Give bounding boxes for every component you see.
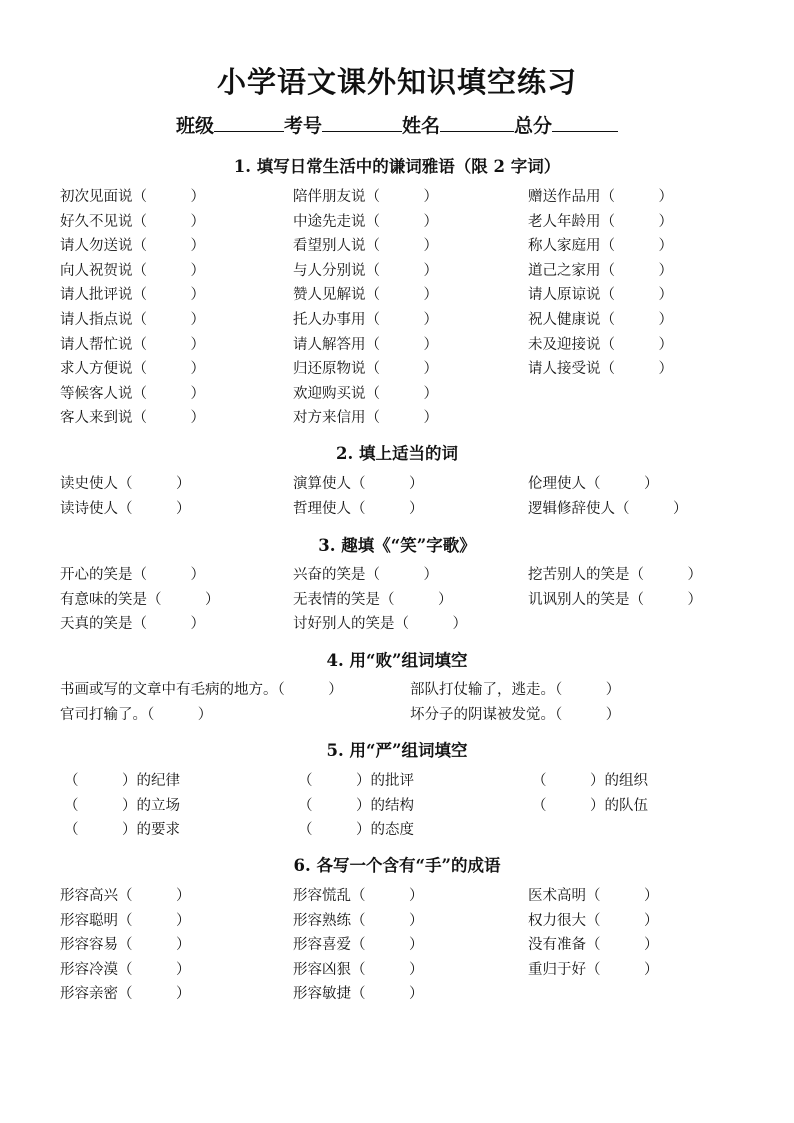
fill-blank-item[interactable]: 道己之家用（ ） xyxy=(528,262,673,279)
fill-blank-item[interactable]: （ ）的纪律 xyxy=(64,773,180,789)
fill-blank-item[interactable]: 讥讽别人的笑是（ ） xyxy=(528,591,702,608)
question-row xyxy=(0,770,794,792)
fill-blank-item[interactable]: 形容慌乱（ ） xyxy=(293,888,424,904)
question-row xyxy=(0,309,794,331)
question-row xyxy=(0,589,794,611)
question-row xyxy=(0,613,794,635)
number-label: 考号 xyxy=(283,115,322,137)
question-row xyxy=(0,885,794,907)
fill-blank-item[interactable]: 读史使人（ ） xyxy=(60,476,191,492)
fill-blank-item[interactable]: 伦理使人（ ） xyxy=(528,476,659,492)
question-row xyxy=(0,959,794,981)
fill-blank-item[interactable]: 好久不见说（ ） xyxy=(60,213,205,230)
name-label: 姓名 xyxy=(402,115,441,137)
fill-blank-item[interactable]: 有意味的笑是（ ） xyxy=(60,591,220,608)
fill-blank-item[interactable]: 称人家庭用（ ） xyxy=(528,238,673,255)
fill-blank-item[interactable]: 客人来到说（ ） xyxy=(60,410,205,427)
fill-blank-item[interactable]: 形容敏捷（ ） xyxy=(293,986,424,1003)
fill-blank-item[interactable]: 形容冷漠（ ） xyxy=(60,961,191,978)
score-label: 总分 xyxy=(514,115,553,137)
fill-blank-item[interactable]: 祝人健康说（ ） xyxy=(528,312,673,328)
fill-blank-item[interactable]: 演算使人（ ） xyxy=(293,476,424,492)
score-blank[interactable] xyxy=(552,115,618,132)
fill-blank-item[interactable]: （ ）的要求 xyxy=(64,822,180,839)
fill-blank-item[interactable]: 坏分子的阴谋被发觉。（ ） xyxy=(410,706,621,723)
fill-blank-item[interactable]: 请人接受说（ ） xyxy=(528,361,673,378)
question-row xyxy=(0,498,794,520)
question-row xyxy=(0,235,794,257)
fill-blank-item[interactable]: （ ）的组织 xyxy=(532,773,648,789)
fill-blank-item[interactable]: 形容熟练（ ） xyxy=(293,912,424,929)
fill-blank-item[interactable]: 初次见面说（ ） xyxy=(60,189,205,205)
fill-blank-item[interactable]: 官司打输了。（ ） xyxy=(60,706,213,723)
section-heading-5: 5. 用“严”组词填空 xyxy=(326,741,468,760)
fill-blank-item[interactable]: 赠送作品用（ ） xyxy=(528,189,673,205)
fill-blank-item[interactable]: 对方来信用（ ） xyxy=(293,410,438,427)
question-row xyxy=(0,704,794,726)
fill-blank-item[interactable]: 读诗使人（ ） xyxy=(60,500,191,517)
question-row xyxy=(0,211,794,233)
fill-blank-item[interactable]: 无表情的笑是（ ） xyxy=(293,591,453,608)
fill-blank-item[interactable]: 书画或写的文章中有毛病的地方。（ ） xyxy=(60,682,343,698)
question-row xyxy=(0,910,794,932)
fill-blank-item[interactable]: 中途先走说（ ） xyxy=(293,213,438,230)
fill-blank-item[interactable]: 形容高兴（ ） xyxy=(60,888,191,904)
question-row xyxy=(0,679,794,701)
question-row xyxy=(0,186,794,208)
question-row xyxy=(0,260,794,282)
fill-blank-item[interactable]: 赞人见解说（ ） xyxy=(293,287,438,304)
section-heading-2: 2. 填上适当的词 xyxy=(336,444,458,463)
fill-blank-item[interactable]: 形容凶狠（ ） xyxy=(293,961,424,978)
fill-blank-item[interactable]: 形容喜爱（ ） xyxy=(293,937,424,954)
section-heading-1: 1. 填写日常生活中的谦词雅语（限 2 字词） xyxy=(233,157,561,176)
question-row xyxy=(0,284,794,306)
fill-blank-item[interactable]: （ ）的队伍 xyxy=(532,797,648,814)
fill-blank-item[interactable]: 请人批评说（ ） xyxy=(60,287,205,304)
question-row xyxy=(0,473,794,495)
fill-blank-item[interactable]: 求人方便说（ ） xyxy=(60,361,205,378)
fill-blank-item[interactable]: 老人年龄用（ ） xyxy=(528,213,673,230)
question-row xyxy=(0,383,794,405)
fill-blank-item[interactable]: 挖苦别人的笑是（ ） xyxy=(528,567,702,583)
fill-blank-item[interactable]: 请人解答用（ ） xyxy=(293,336,438,353)
fill-blank-item[interactable]: 天真的笑是（ ） xyxy=(60,616,205,633)
name-blank[interactable] xyxy=(440,115,514,132)
fill-blank-item[interactable]: 形容亲密（ ） xyxy=(60,986,191,1003)
fill-blank-item[interactable]: 欢迎购买说（ ） xyxy=(293,385,438,402)
fill-blank-item[interactable]: 讨好别人的笑是（ ） xyxy=(293,616,467,633)
fill-blank-item[interactable]: （ ）的结构 xyxy=(298,797,414,814)
fill-blank-item[interactable]: 兴奋的笑是（ ） xyxy=(293,567,438,583)
number-blank[interactable] xyxy=(322,115,402,132)
fill-blank-item[interactable]: 请人指点说（ ） xyxy=(60,312,205,328)
question-row xyxy=(0,564,794,586)
student-info-line xyxy=(0,111,794,138)
fill-blank-item[interactable]: 请人勿送说（ ） xyxy=(60,238,205,255)
fill-blank-item[interactable]: 没有准备（ ） xyxy=(528,937,659,954)
fill-blank-item[interactable]: 形容聪明（ ） xyxy=(60,912,191,929)
fill-blank-item[interactable]: 重归于好（ ） xyxy=(528,961,659,978)
fill-blank-item[interactable]: 归还原物说（ ） xyxy=(293,361,438,378)
class-label: 班级 xyxy=(175,115,214,137)
section-heading-4: 4. 用“败”组词填空 xyxy=(326,651,468,670)
page-title: 小学语文课外知识填空练习 xyxy=(216,65,577,99)
fill-blank-item[interactable]: 请人帮忙说（ ） xyxy=(60,336,205,353)
fill-blank-item[interactable]: 未及迎接说（ ） xyxy=(528,336,673,353)
question-row xyxy=(0,934,794,956)
question-row xyxy=(0,983,794,1005)
question-row xyxy=(0,795,794,817)
fill-blank-item[interactable]: 与人分别说（ ） xyxy=(293,262,438,279)
fill-blank-item[interactable]: 哲理使人（ ） xyxy=(293,500,424,517)
fill-blank-item[interactable]: 等候客人说（ ） xyxy=(60,385,205,402)
section-heading-6: 6. 各写一个含有“手”的成语 xyxy=(293,856,501,875)
fill-blank-item[interactable]: 看望别人说（ ） xyxy=(293,238,438,255)
fill-blank-item[interactable]: 开心的笑是（ ） xyxy=(60,567,205,583)
fill-blank-item[interactable]: 逻辑修辞使人（ ） xyxy=(528,500,688,517)
fill-blank-item[interactable]: 部队打仗输了，逃走。（ ） xyxy=(410,682,621,698)
fill-blank-item[interactable]: （ ）的立场 xyxy=(64,797,180,814)
fill-blank-item[interactable]: 医术高明（ ） xyxy=(528,888,659,904)
fill-blank-item[interactable]: 陪伴朋友说（ ） xyxy=(293,189,438,205)
fill-blank-item[interactable]: 形容容易（ ） xyxy=(60,937,191,954)
question-row xyxy=(0,358,794,380)
section-heading-3: 3. 趣填《“笑”字歌》 xyxy=(318,536,476,555)
class-blank[interactable] xyxy=(214,115,284,132)
fill-blank-item[interactable]: 托人办事用（ ） xyxy=(293,312,438,328)
fill-blank-item[interactable]: （ ）的态度 xyxy=(298,822,414,839)
fill-blank-item[interactable]: 向人祝贺说（ ） xyxy=(60,262,205,279)
fill-blank-item[interactable]: （ ）的批评 xyxy=(298,773,414,789)
question-row xyxy=(0,407,794,429)
fill-blank-item[interactable]: 请人原谅说（ ） xyxy=(528,287,673,304)
question-row xyxy=(0,334,794,356)
question-row xyxy=(0,819,794,841)
fill-blank-item[interactable]: 权力很大（ ） xyxy=(528,912,659,929)
